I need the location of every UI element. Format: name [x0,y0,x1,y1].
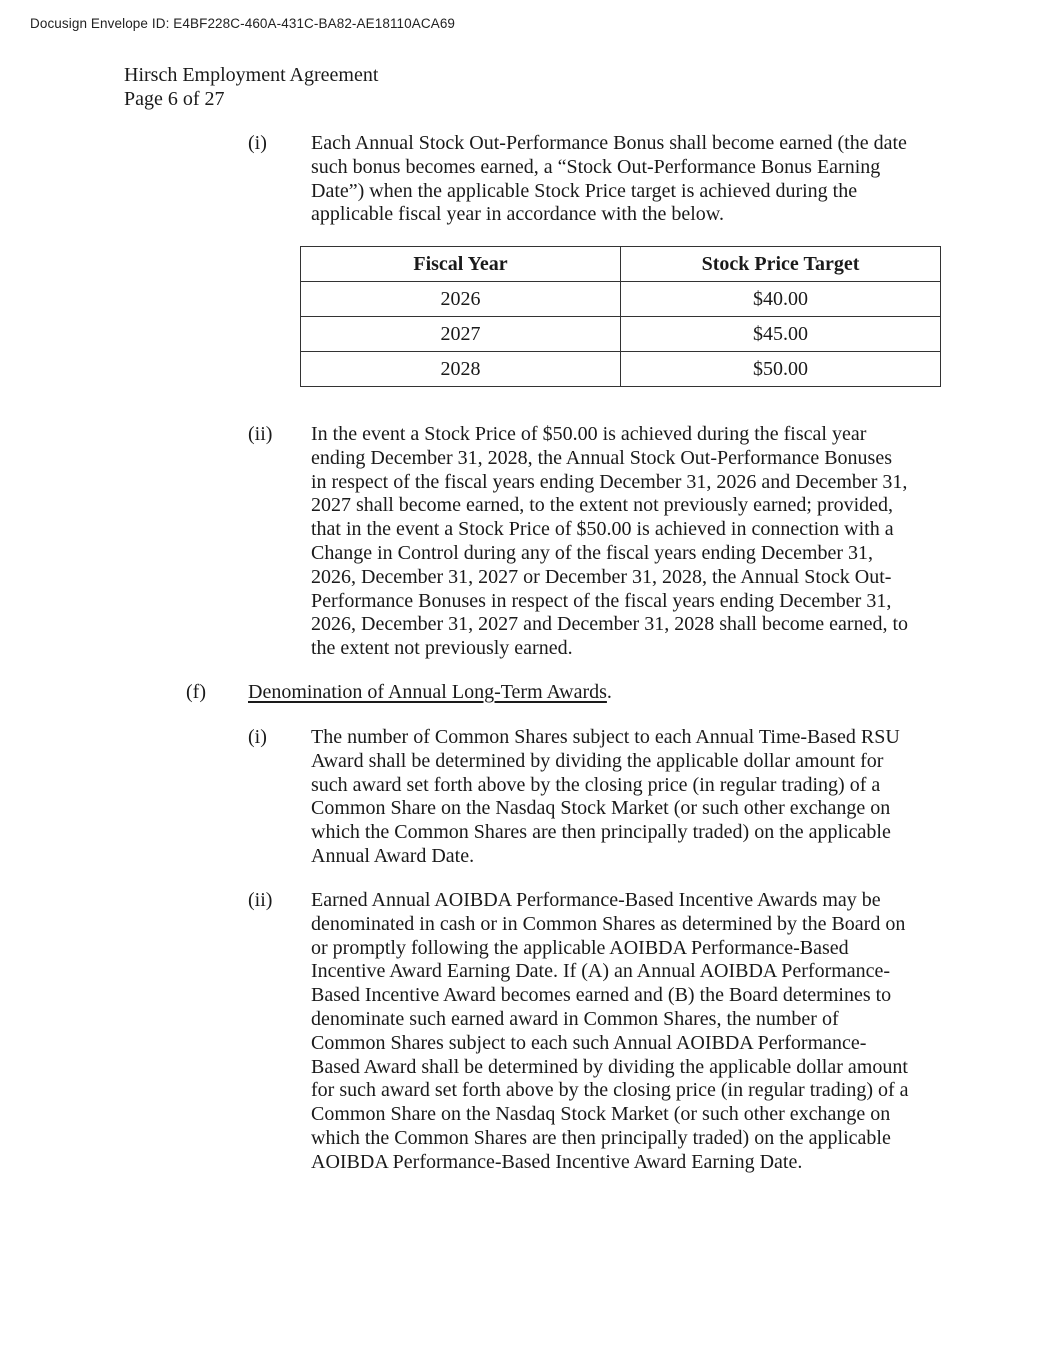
text-line: denominate such earned award in Common Shares, the number of [311,1007,839,1030]
page-number: Page 6 of 27 [124,88,225,110]
text-line: Based Award shall be determined by dividing the applicable dollar amount [311,1055,908,1078]
section-heading-text: Denomination of Annual Long-Term Awards [248,681,607,703]
docusign-envelope-id: Docusign Envelope ID: E4BF228C-460A-431C-BA82-AE18110ACA69 [30,16,456,31]
text-line: In the event a Stock Price of $50.00 is achieved during the fiscal year [311,423,867,445]
text-line: Common Share on the Nasdaq Stock Market (or such other exchange on [311,1103,891,1126]
table-cell: $40.00 [621,282,941,317]
section-marker: (f) [186,681,206,703]
text-line: denominated in cash or in Common Shares as determined by the Board on [311,912,906,935]
text-line: 2026, December 31, 2027 and December 31, 2028 shall become earned, to [311,613,909,636]
text-line: 2026, December 31, 2027 or December 31, 2028, the Annual Stock Out- [311,565,892,588]
document-title: Hirsch Employment Agreement [124,64,379,86]
table-row [301,317,941,352]
text-line: AOIBDA Performance-Based Incentive Award Earning Date. [311,1150,803,1173]
text-line: ending December 31, 2028, the Annual Stock Out-Performance Bonuses [311,446,892,469]
column-header-fiscal-year: Fiscal Year [301,247,621,282]
text-line: Common Share on the Nasdaq Stock Market (or such other exchange on [311,797,891,820]
clause-marker: (ii) [248,889,273,911]
clause-e-i-text [311,132,907,227]
text-line: which the Common Shares are then principally traded) on the applicable [311,1126,891,1149]
text-line: Each Annual Stock Out-Performance Bonus shall become earned (the date [311,132,907,154]
text-line: Award shall be determined by dividing the applicable dollar amount for [311,749,884,772]
text-line: Common Shares subject to each such Annual AOIBDA Performance- [311,1031,867,1054]
text-line: that in the event a Stock Price of $50.00 is achieved in connection with a [311,518,894,541]
text-line: Earned Annual AOIBDA Performance-Based Incentive Awards may be [311,889,881,911]
text-line: the extent not previously earned. [311,637,573,660]
section-f-heading [248,681,612,705]
text-line: such bonus becomes earned, a “Stock Out-Performance Bonus Earning [311,155,881,178]
clause-f-i-text [311,726,900,869]
heading-period: . [606,681,612,703]
stock-price-target-table [300,246,941,387]
table-row [301,352,941,387]
text-line: in respect of the fiscal years ending December 31, 2026 and December 31, [311,470,908,493]
clause-f-ii-text [311,889,909,1175]
text-line: applicable fiscal year in accordance with the below. [311,203,724,226]
text-line: or promptly following the applicable AOIBDA Performance-Based [311,936,849,959]
text-line: such award set forth above by the closing price (in regular trading) of a [311,773,881,796]
text-line: Incentive Award Earning Date. If (A) an Annual AOIBDA Performance- [311,960,891,983]
table-cell: 2027 [301,317,621,352]
table-cell: $50.00 [621,352,941,387]
table-cell: 2028 [301,352,621,387]
clause-marker: (i) [248,132,267,154]
table-cell: 2026 [301,282,621,317]
text-line: Date”) when the applicable Stock Price target is achieved during the [311,179,858,202]
text-line: Performance Bonuses in respect of the fiscal years ending December 31, [311,589,892,612]
text-line: for such award set forth above by the closing price (in regular trading) of a [311,1079,909,1102]
text-line: Change in Control during any of the fiscal years ending December 31, [311,541,874,564]
clause-marker: (i) [248,726,267,748]
text-line: which the Common Shares are then principally traded) on the applicable [311,821,891,844]
document-header [124,63,378,111]
text-line: Annual Award Date. [311,844,475,867]
clause-marker: (ii) [248,423,273,445]
table-cell: $45.00 [621,317,941,352]
table-row [301,282,941,317]
text-line: 2027 shall become earned, to the extent not previously earned; provided, [311,494,894,517]
text-line: The number of Common Shares subject to each Annual Time-Based RSU [311,726,900,748]
text-line: Based Incentive Award becomes earned and (B) the Board determines to [311,984,892,1007]
table-header-row [301,247,941,282]
column-header-stock-price-target: Stock Price Target [621,247,941,282]
clause-e-ii-text [311,423,908,661]
